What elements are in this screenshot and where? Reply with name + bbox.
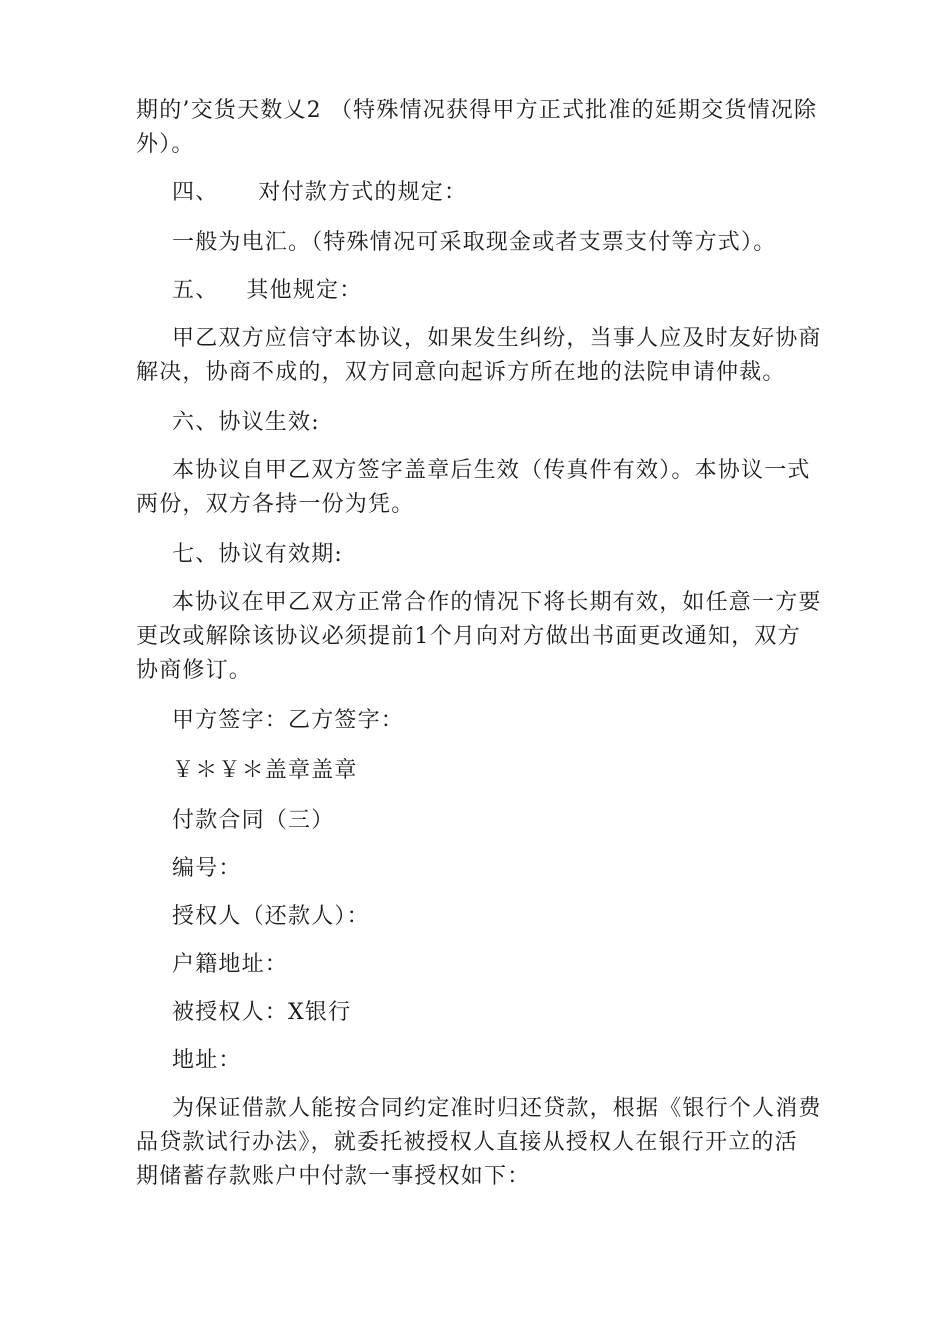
paragraph-delivery-days: 期的’交货天数乂2 （特殊情况获得甲方正式批准的延期交货情况除外）。 bbox=[136, 98, 818, 157]
paragraph-payment-method: 一般为电汇。（特殊情况可采取现金或者支票支付等方式）。 bbox=[172, 230, 777, 255]
paragraph-dispute: 甲乙双方应信守本协议，如果发生纠纷，当事人应及时友好协商解决，协商不成的，双方同意向起诉方所在地的法院申请仲裁。 bbox=[136, 326, 822, 385]
heading-section-5-number: 五、 bbox=[172, 278, 219, 303]
heading-section-4-number: 四、 bbox=[172, 180, 219, 205]
heading-section-4-text: 对付款方式的规定： bbox=[258, 180, 468, 205]
paragraph-authorization: 为保证借款人能按合同约定准时归还贷款，根据《银行个人消费品贷款试行办法》，就委托被授权人直接从授权人在银行开立的活 期储蓄存款账户中付款一事授权如下： bbox=[136, 1096, 822, 1189]
signature-line: 甲方签字：乙方签字： bbox=[172, 708, 405, 733]
household-address-label: 户籍地址： bbox=[172, 952, 289, 977]
address-label: 地址： bbox=[172, 1048, 242, 1073]
seal-line: ￥＊￥＊盖章盖章 bbox=[172, 758, 358, 783]
paragraph-validity: 本协议在甲乙双方正常合作的情况下将长期有效，如任意一方要更改或解除该协议必须提前1个月向对方做出书面更改通知，双方 协商修订。 bbox=[136, 590, 822, 683]
heading-section-5-text: 其他规定： bbox=[246, 278, 363, 303]
number-label: 编号： bbox=[172, 856, 242, 881]
authorizer-label: 授权人（还款人）： bbox=[172, 904, 370, 929]
heading-section-4 bbox=[136, 176, 826, 210]
authorizee-label: 被授权人：X银行 bbox=[172, 1000, 352, 1025]
heading-section-6: 六、协议生效: bbox=[172, 410, 320, 435]
heading-section-5 bbox=[136, 274, 826, 308]
heading-section-7: 七、协议有效期: bbox=[172, 542, 344, 567]
contract-title: 付款合同（三） bbox=[172, 808, 335, 833]
paragraph-effect: 本协议自甲乙双方签字盖章后生效（传真件有效）。本协议一式两份，双方各持一份为凭。 bbox=[136, 458, 811, 517]
